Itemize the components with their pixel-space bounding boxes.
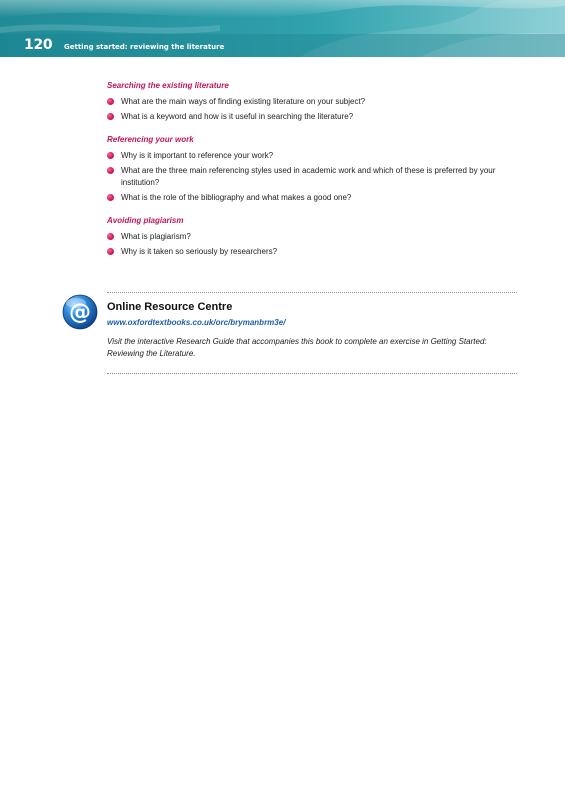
section-heading: Searching the existing literature bbox=[107, 81, 229, 90]
list-item bbox=[107, 150, 517, 162]
orc-url-link[interactable]: www.oxfordtextbooks.co.uk/orc/brymanbrm3e/ bbox=[107, 318, 286, 327]
list-item-text: What is plagiarism? bbox=[121, 232, 191, 241]
page-number: 120 bbox=[24, 37, 53, 53]
bullet-list bbox=[107, 96, 517, 123]
list-item bbox=[107, 246, 517, 258]
running-head: Getting started: reviewing the literature bbox=[64, 43, 225, 51]
list-item-text: Why is it important to reference your work? bbox=[121, 151, 274, 160]
list-item-text: What are the three main referencing styles used in academic work and which of these is preferred by your institution? bbox=[121, 166, 496, 187]
list-item bbox=[107, 96, 517, 108]
at-sign-icon bbox=[62, 294, 98, 330]
bullet-icon bbox=[107, 113, 114, 120]
bullet-icon bbox=[107, 194, 114, 201]
bullet-icon bbox=[107, 98, 114, 105]
section-referencing bbox=[107, 134, 517, 204]
svg-text:@: @ bbox=[69, 300, 91, 325]
review-questions bbox=[107, 80, 517, 269]
list-item-text: What is a keyword and how is it useful in searching the literature? bbox=[121, 112, 354, 121]
list-item-text: What is the role of the bibliography and what makes a good one? bbox=[121, 193, 352, 202]
bullet-icon bbox=[107, 152, 114, 159]
orc-title: Online Resource Centre bbox=[107, 301, 233, 313]
online-resource-centre-box bbox=[107, 292, 517, 374]
bullet-list bbox=[107, 231, 517, 258]
bullet-list bbox=[107, 150, 517, 204]
section-searching bbox=[107, 80, 517, 123]
bullet-icon bbox=[107, 248, 114, 255]
section-plagiarism bbox=[107, 215, 517, 258]
list-item bbox=[107, 192, 517, 204]
bullet-icon bbox=[107, 233, 114, 240]
list-item bbox=[107, 111, 517, 123]
list-item-text: What are the main ways of finding existing literature on your subject? bbox=[121, 97, 366, 106]
section-heading: Referencing your work bbox=[107, 135, 194, 144]
orc-description: Visit the interactive Research Guide that accompanies this book to complete an exercise in Getting Started: Reviewing the Literature. bbox=[107, 337, 487, 358]
list-item bbox=[107, 231, 517, 243]
list-item bbox=[107, 165, 517, 189]
section-heading: Avoiding plagiarism bbox=[107, 216, 184, 225]
list-item-text: Why is it taken so seriously by researchers? bbox=[121, 247, 278, 256]
bullet-icon bbox=[107, 167, 114, 174]
